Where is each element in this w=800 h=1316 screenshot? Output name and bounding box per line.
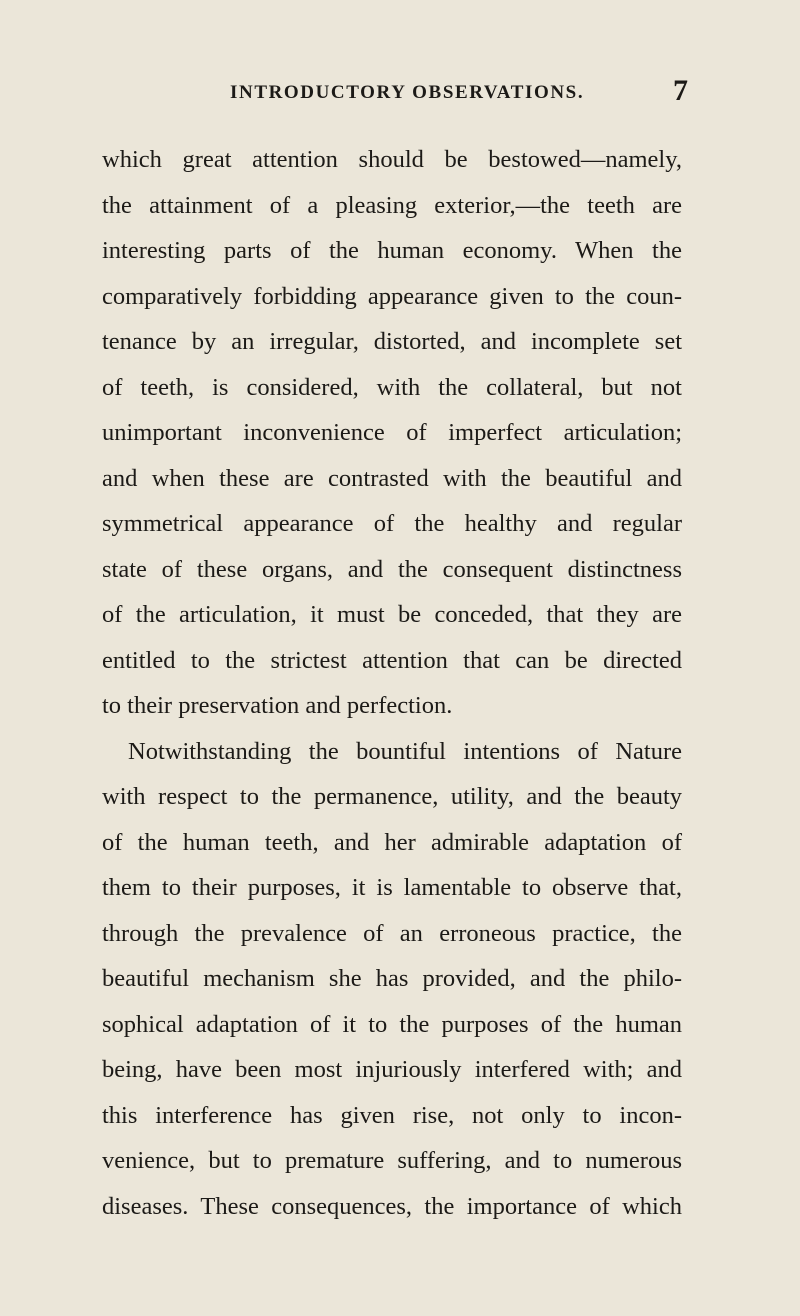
text-line: state of these organs, and the consequent distinctness [102,555,682,583]
text-line: entitled to the strictest attention that can be directed [102,646,682,674]
text-line: beautiful mechanism she has provided, and the philo- [102,965,682,992]
text-line: interesting parts of the human economy. When the [102,237,682,264]
text-line: sophical adaptation of it to the purposes of the human [102,1010,682,1038]
text-line: the attainment of a pleasing exterior,—the teeth are [102,191,682,219]
text-line: being, have been most injuriously interfered with; and [102,1056,682,1083]
text-line: of the human teeth, and her admirable adaptation of [102,828,682,856]
text-line: tenance by an irregular, distorted, and incomplete set [102,328,682,355]
text-line: through the prevalence of an erroneous practice, the [102,919,682,947]
page-header [100,76,690,112]
text-line: of teeth, is considered, with the collateral, but not [102,373,682,401]
text-line: comparatively forbidding appearance given to the coun- [102,282,682,310]
paragraph-start-line: Notwithstanding the bountiful intentions of Nature [128,737,682,765]
text-line: them to their purposes, it is lamentable to observe that, [102,874,682,901]
text-line: with respect to the permanence, utility, and the beauty [102,783,682,810]
text-line: unimportant inconvenience of imperfect articulation; [102,419,682,446]
text-line: symmetrical appearance of the healthy and regular [102,510,682,537]
body-text [102,137,682,1229]
text-line: and when these are contrasted with the beautiful and [102,464,682,492]
page-number: 7 [673,74,688,107]
text-line: of the articulation, it must be conceded, that they are [102,601,682,628]
text-line: diseases. These consequences, the importance of which [102,1192,682,1220]
text-line: which great attention should be bestowed—namely, [102,146,682,173]
text-line: venience, but to premature suffering, and to numerous [102,1147,682,1174]
paragraph-end-line: to their preservation and perfection. [102,692,453,719]
text-line: this interference has given rise, not only to incon- [102,1101,682,1129]
running-head: INTRODUCTORY OBSERVATIONS. [230,82,585,103]
